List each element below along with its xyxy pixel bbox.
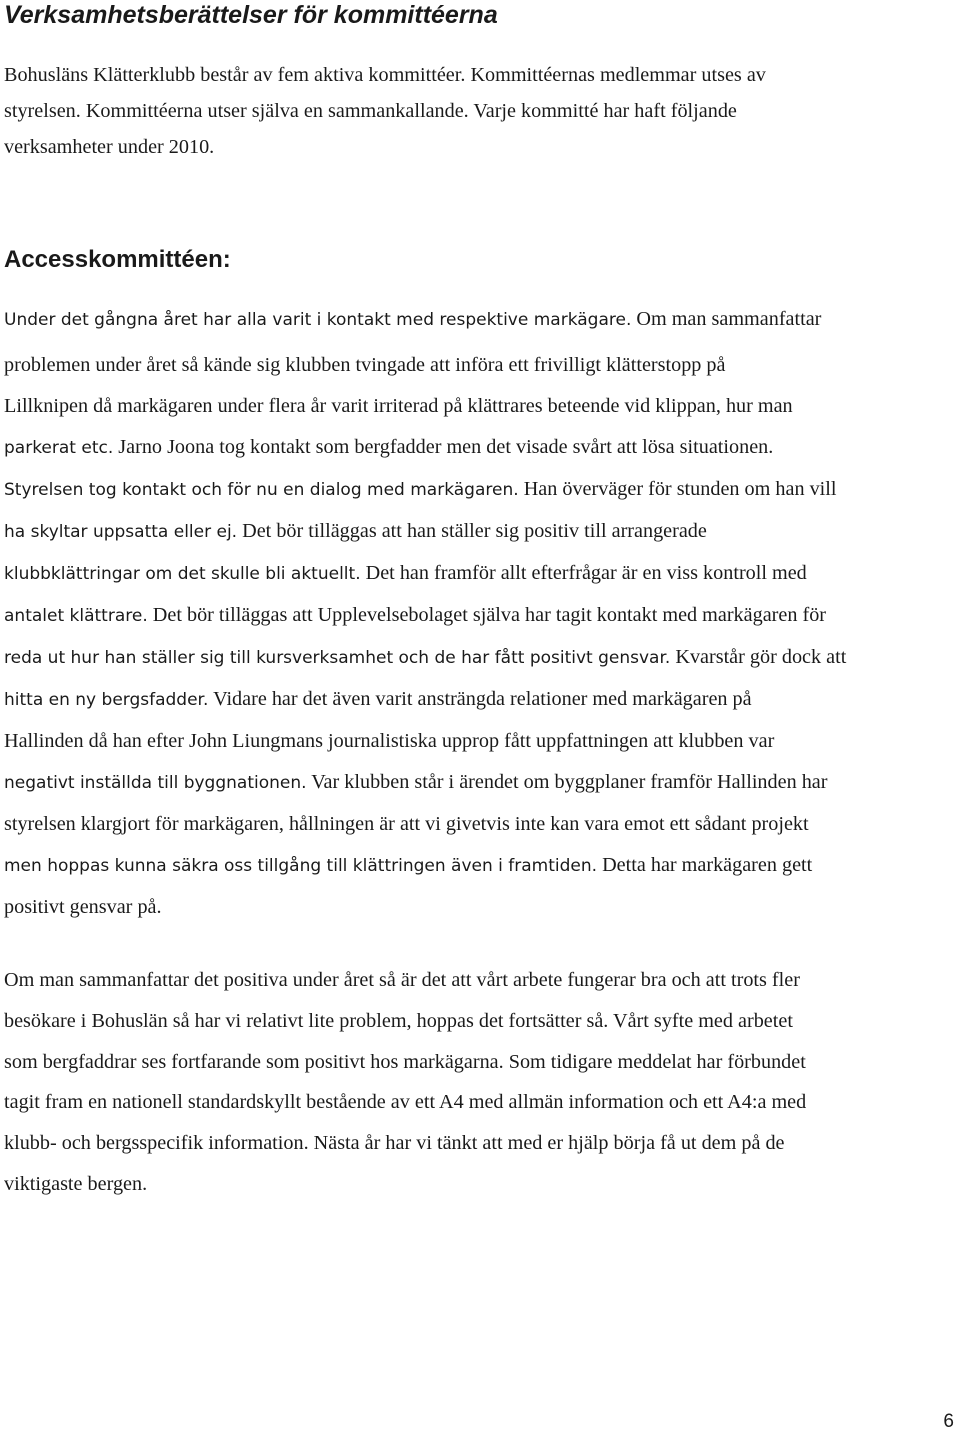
paragraph-line-segment: antalet klättrare. xyxy=(4,606,148,626)
page-number: 6 xyxy=(943,1411,954,1432)
paragraph-line-segment: Kvarstår gör dock att xyxy=(670,646,847,668)
paragraph-line xyxy=(4,553,959,595)
paragraph-line-segment: Det han framför allt efterfrågar är en viss kontroll med xyxy=(360,562,807,584)
intro-line: Bohusläns Klätterklubb består av fem aktiva kommittéer. Kommittéernas medlemmar utses av xyxy=(4,64,766,86)
paragraph-line xyxy=(4,762,959,804)
access-committee-heading: Accesskommittéen: xyxy=(4,246,231,273)
paragraph-line-segment: Detta har markägaren gett xyxy=(597,854,813,876)
paragraph-line: klubb- och bergsspecifik information. Nästa år har vi tänkt att med er hjälp börja få ut dem på de xyxy=(4,1132,785,1155)
paragraph-line-segment: men hoppas kunna säkra oss tillgång till klättringen även i framtiden. xyxy=(4,856,598,876)
access-lead-sans: Under det gångna året har alla varit i kontakt med respektive markägare. xyxy=(4,310,632,330)
paragraph-line: tagit fram en nationell standardskyllt bestående av ett A4 med allmän information och ett A4:a med xyxy=(4,1091,807,1114)
paragraph-line-segment: reda ut hur han ställer sig till kursverksamhet och de har fått positivt gensvar. xyxy=(4,648,671,668)
paragraph-line-segment: negativt inställda till byggnationen. xyxy=(4,773,307,793)
paragraph-line-segment: hitta en ny bergsfadder. xyxy=(4,690,209,710)
paragraph-line: problemen under året så kände sig klubben tvingade att införa ett frivilligt klätterstopp på xyxy=(4,354,726,376)
paragraph-line xyxy=(4,679,959,721)
paragraph-line-segment: klubbklättringar om det skulle bli aktuellt. xyxy=(4,564,361,584)
paragraph-line: besökare i Bohuslän så har vi relativt lite problem, hoppas det fortsätter så. Vårt syfte med arbetet xyxy=(4,1009,793,1032)
paragraph-line: Om man sammanfattar det positiva under året så är det att vårt arbete fungerar bra och att trots fler xyxy=(4,969,800,991)
paragraph-line-segment: parkerat etc. xyxy=(4,438,114,458)
access-lead-line xyxy=(4,304,821,335)
paragraph-line: Hallinden då han efter John Liungmans journalistiska upprop fått uppfattningen att klubben var xyxy=(4,730,775,752)
access-committee-paragraph xyxy=(4,345,959,928)
paragraph-line: Lillknipen då markägaren under flera år varit irriterad på klättrares beteende vid klippan, hur man xyxy=(4,395,793,417)
intro-line: styrelsen. Kommittéerna utser själva en sammankallande. Varje kommitté har haft följande xyxy=(4,100,737,122)
summary-paragraph xyxy=(4,960,959,1205)
paragraph-line: styrelsen klargjort för markägaren, hållningen är att vi givetvis inte kan vara emot ett sådant projekt xyxy=(4,813,809,835)
paragraph-line-segment: Vidare har det även varit ansträngda relationer med markägaren på xyxy=(208,688,752,710)
paragraph-line xyxy=(4,595,959,637)
paragraph-line: viktigaste bergen. xyxy=(4,1172,148,1195)
intro-line: verksamheter under 2010. xyxy=(4,136,215,158)
paragraph-line-segment: Det bör tilläggas att han ställer sig positiv till arrangerade xyxy=(237,520,707,542)
paragraph-line-segment: Styrelsen tog kontakt och för nu en dialog med markägaren. xyxy=(4,480,519,500)
paragraph-line: positivt gensvar på. xyxy=(4,896,162,918)
paragraph-line: som bergfaddrar ses fortfarande som positivt hos markägarna. Som tidigare meddelat har förbundet xyxy=(4,1050,806,1073)
paragraph-line-segment: ha skyltar uppsatta eller ej. xyxy=(4,522,238,542)
section-heading: Verksamhetsberättelser för kommittéerna xyxy=(4,1,498,29)
paragraph-line-segment: Jarno Joona tog kontakt som bergfadder men det visade svårt att lösa situationen. xyxy=(113,436,774,458)
access-lead-serif: Om man sammanfattar xyxy=(631,308,822,330)
paragraph-line xyxy=(4,511,959,553)
paragraph-line-segment: Han överväger för stunden om han vill xyxy=(518,478,837,500)
paragraph-line-segment: Var klubben står i ärendet om byggplaner framför Hallinden har xyxy=(306,771,828,793)
intro-paragraph xyxy=(4,57,954,165)
paragraph-line xyxy=(4,845,959,887)
paragraph-line xyxy=(4,427,959,469)
paragraph-line xyxy=(4,637,959,679)
paragraph-line xyxy=(4,469,959,511)
paragraph-line-segment: Det bör tilläggas att Upplevelsebolaget själva har tagit kontakt med markägaren för xyxy=(147,604,827,626)
